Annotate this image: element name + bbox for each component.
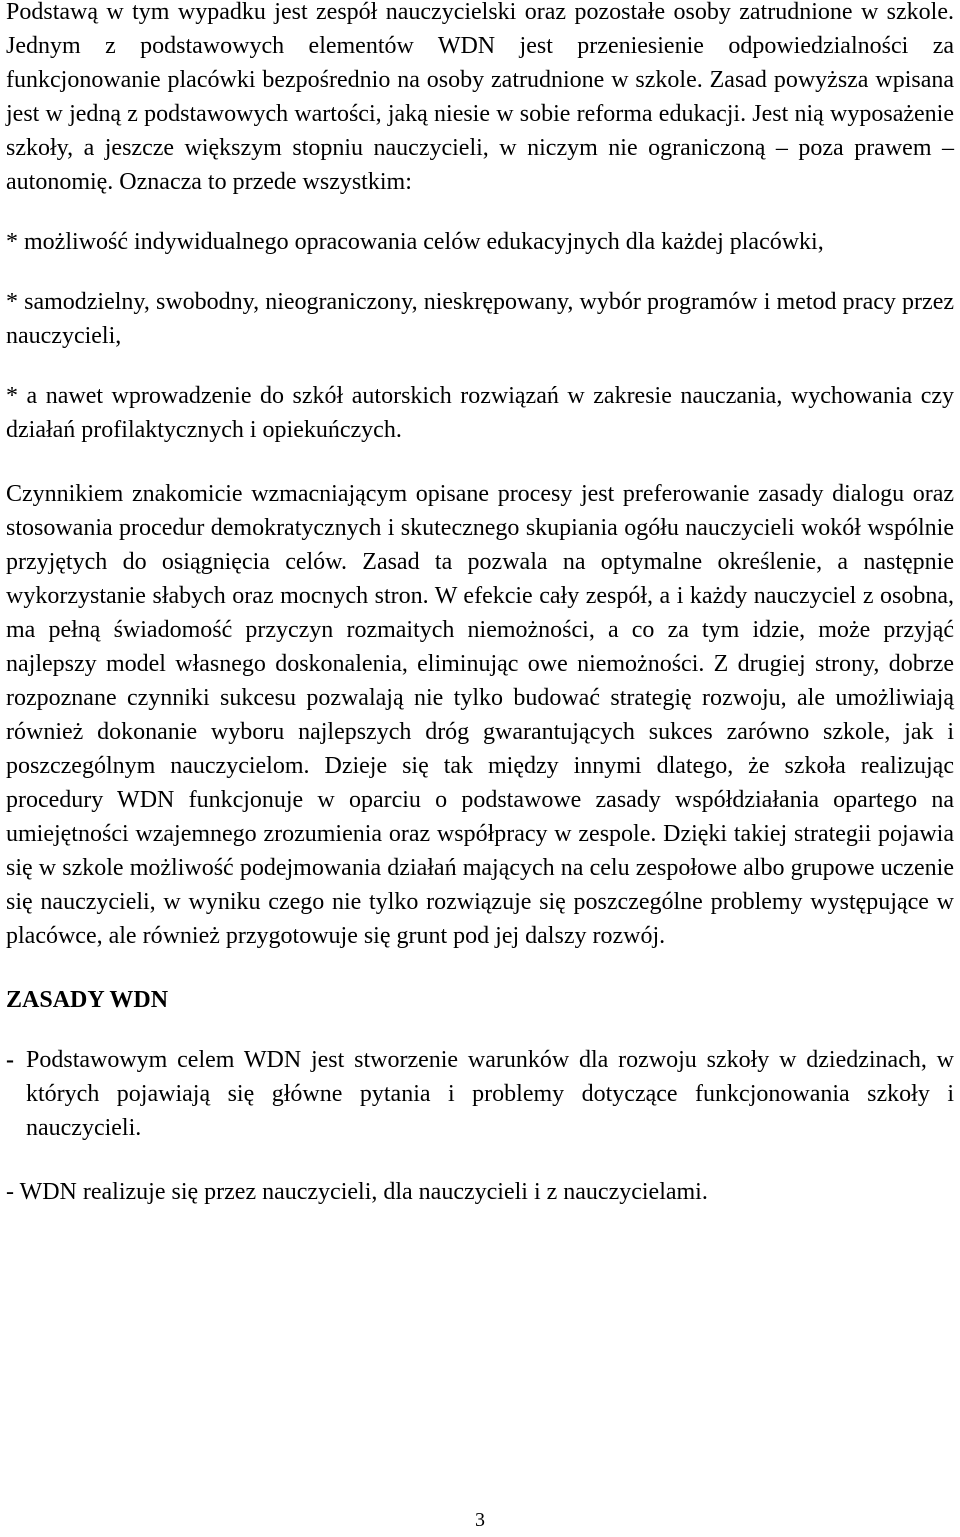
body-paragraph: Czynnikiem znakomicie wzmacniającym opisane procesy jest preferowanie zasady dialogu oraz stosowania procedur demokratycznych i skutecznego skupiania ogółu nauczycieli wokół wspólnie przyjętych do osiągnięcia celów. Zasad ta pozwala na optymalne określenie, a następnie wykorzystanie słabych oraz mocnych stron. W efekcie cały zespół, a i każdy nauczyciel z osobna, ma pełną świadomość przyczyn rozmaitych niemożności, a co za tym idzie, może przyjąć najlepszy model własnego doskonalenia, eliminując owe niemożności. Z drugiej strony, dobrze rozpoznane czynniki sukcesu pozwalają nie tylko budować strategię rozwoju, ale umożliwiają również dokonanie wyboru najlepszych dróg gwarantujących sukces zarówno szkole, jak i poszczególnym nauczycielom. Dzieje się tak między innymi dlatego, że szkoła realizując procedury WDN funkcjonuje w oparciu o podstawowe zasady współdziałania opartego na umiejętności wzajemnego zrozumienia oraz współpracy w zespole. Dzięki takiej strategii pojawia się w szkole możliwość podejmowania działań mających na celu zespołowe albo grupowe uczenie się nauczycieli, w wyniku czego nie tylko rozwiązuje się poszczególne problemy występujące w placówce, ale również przygotowuje się grunt pod jej dalszy rozwój. [6,481,954,949]
bullet-item: * samodzielny, swobodny, nieograniczony, nieskrępowany, wybór programów i metod pracy przez nauczycieli, [6,289,954,349]
principle-item [6,1043,954,1145]
page-number: 3 [475,1509,485,1531]
intro-paragraph: Podstawą w tym wypadku jest zespół nauczycielski oraz pozostałe osoby zatrudnione w szkole. Jednym z podstawowych elementów WDN jest przeniesienie odpowiedzialności za funkcjonowanie placówki bezpośrednio na osoby zatrudnione w szkole. Zasad powyższa wpisana jest w jedną z podstawowych wartości, jaką niesie w sobie reforma edukacji. Jest nią wyposażenie szkoły, a jeszcze większym stopniu nauczycieli, w niczym nie ograniczoną – poza prawem – autonomię. Oznacza to przede wszystkim: [6,0,954,195]
principle-item [6,1175,954,1209]
list-marker: - [6,1179,20,1205]
bullet-item: * a nawet wprowadzenie do szkół autorskich rozwiązań w zakresie nauczania, wychowania czy działań profilaktycznych i opiekuńczych. [6,383,954,443]
principle-text: Podstawowym celem WDN jest stworzenie warunków dla rozwoju szkoły w dziedzinach, w których pojawiają się główne pytania i problemy dotyczące funkcjonowania szkoły i nauczycieli. [26,1047,954,1141]
document-page [6,0,954,1209]
section-heading: ZASADY WDN [6,987,169,1013]
list-marker: - [6,1047,14,1073]
principle-text: WDN realizuje się przez nauczycieli, dla nauczycieli i z nauczycielami. [19,1179,708,1205]
bullet-item: * możliwość indywidualnego opracowania celów edukacyjnych dla każdej placówki, [6,229,824,255]
